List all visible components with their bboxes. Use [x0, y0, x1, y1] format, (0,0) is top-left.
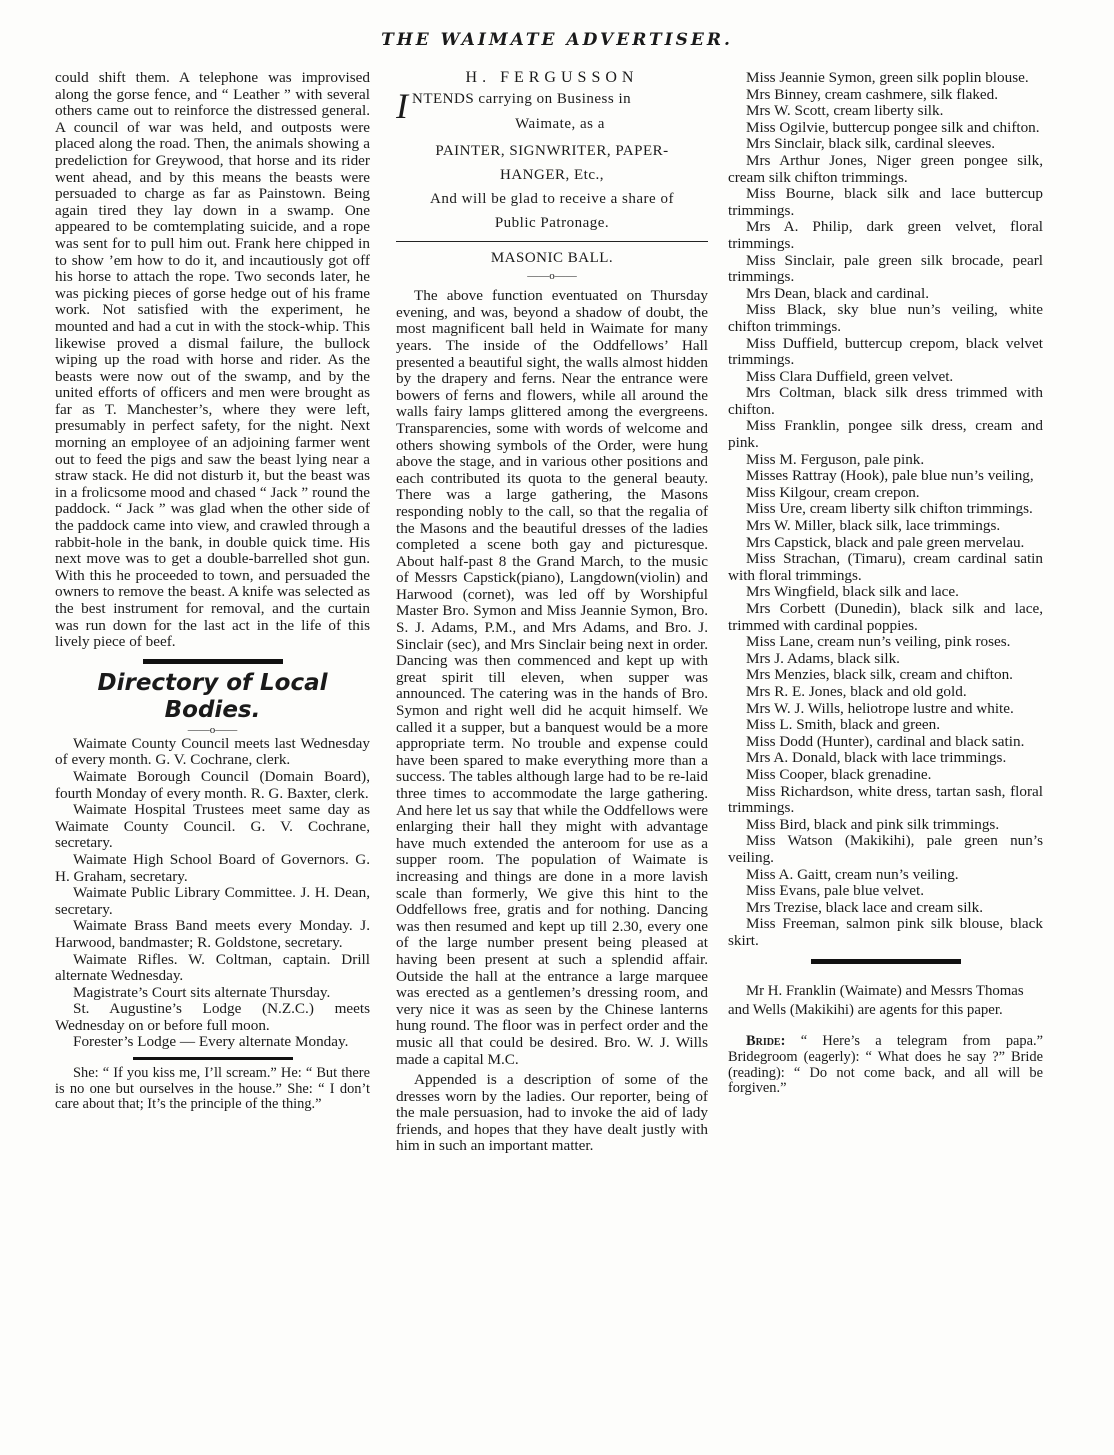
- ad-name: H. FERGUSSON: [465, 69, 639, 86]
- dress-entry: Miss Black, sky blue nun’s veiling, white chifton trimmings.: [728, 301, 1043, 335]
- ad-line-4: And will be glad to receive a share of: [430, 190, 674, 207]
- directory-title: Directory of Local Bodies.: [97, 669, 328, 723]
- joke-rule: [133, 1057, 293, 1060]
- dress-entry: Miss M. Ferguson, pale pink.: [746, 450, 925, 468]
- dress-entry: Mrs Coltman, black silk dress trimmed with chifton.: [728, 384, 1043, 418]
- dress-entry: Miss Kilgour, cream crepon.: [746, 483, 920, 501]
- ad-block: [396, 89, 708, 139]
- dress-entry: Mrs A. Philip, dark green velvet, floral trimmings.: [728, 218, 1043, 252]
- column-middle: [396, 70, 708, 1155]
- agents-notice: Mr H. Franklin (Waimate) and Messrs Thomas and Wells (Makikihi) are agents for this paper.: [728, 983, 1024, 1019]
- kiss-joke: She: “ If you kiss me, I’ll scream.” He: “ But there is no one but ourselves in the house.” She: “ I don’t care about that; It’s the principle of the thing.”: [55, 1065, 370, 1113]
- dress-entry: Mrs W. Miller, black silk, lace trimmings.: [746, 517, 1001, 535]
- column-left: [55, 70, 370, 1113]
- dress-entry: Miss Duffield, buttercup crepom, black velvet trimmings.: [728, 334, 1043, 369]
- ball-report: The above function eventuated on Thursday evening, and was, beyond a shadow of doubt, the most magnificent ball held in Waimate for many years. The inside of the Oddfellows’ Hall presented a beautiful sight, the walls almost hidden by the drapery and ferns. Near the entrance were bowers of ferns and flowers, while all around the walls fairy lamps glittered among the evergreens. Transparencies, some with words of welcome and others showing symbols of the Order, were hung above the stage, and in various other positions and each contributed its quota to the general beauty. There was a large gathering, the Masons responding nobly to the call, so that the regalia of the Masons and the beautiful dresses of the ladies completed a scene both gay and picturesque. About half-past 8 the Grand March, to the music of Messrs Capstick(piano), Langdown(violin) and Harwood (cornet), was led off by Worshipful Master Bro. Symon and Miss Jeannie Symon, Bro. S. J. Adams, P.M., and Mrs Adams, and Bro. J. Sinclair (sec), and Mrs Sinclair being next in order. Dancing was then commenced and kept up with great spirit till eleven, when supper was announced. The catering was in the hands of Bro. Symon and right well did he acquit himself. We called it a supper, but a banquest would be a more appropriate term. No trouble and expense could have been spared to make everything more than a success. The tables although large had to be re-laid three times to accommodate the large gathering. And here let us say that while the Oddfellows were enlarging their hall they might with advantage have much extended the anteroom for use as a supper room. The population of Waimate is increasing and things are done in a more lavish scale than formerly, We give this hint to the Oddfellows free, gratis and for nothing. Dancing was then resumed and kept up till 2.30, every one of the large number present being pleased at having been present at such a splendid affair. Outside the hall at the entrance a large marquee was erected as a gentlemen’s dressing room, and very nice it was as seen by the Chinese lanterns hung round. The floor was in perfect order and the music all that could be desired. Bro. W. J. Wills made a capital M.C.: [396, 287, 708, 1068]
- dress-entry: Mrs W. Scott, cream liberty silk.: [746, 102, 944, 120]
- dresses-list: [728, 70, 1043, 949]
- dress-entry: Miss Clara Duffield, green velvet.: [746, 367, 954, 385]
- dress-entry: Mrs A. Donald, black with lace trimmings.: [746, 749, 1007, 767]
- dress-entry: Miss Ogilvie, buttercup pongee silk and chifton.: [746, 118, 1040, 136]
- directory-item: Waimate County Council meets last Wednesday of every month. G. V. Cochrane, clerk.: [55, 734, 370, 769]
- agents-rule: [811, 959, 961, 964]
- dress-entry: Misses Rattray (Hook), pale blue nun’s veiling,: [746, 467, 1034, 485]
- dress-entry: Mrs Arthur Jones, Niger green pongee silk, cream silk chifton trimmings.: [728, 151, 1043, 186]
- directory-item: Waimate High School Board of Governors. G. H. Graham, secretary.: [55, 850, 370, 885]
- directory-item: Waimate Rifles. W. Coltman, captain. Drill alternate Wednesday.: [55, 950, 370, 985]
- bride-label: Bride:: [746, 1033, 786, 1050]
- ad-line-3: PAINTER, SIGNWRITER, PAPER-HANGER, Etc.,: [435, 142, 669, 183]
- dress-entry: Mrs Corbett (Dunedin), black silk and lace, trimmed with cardinal poppies.: [728, 600, 1043, 634]
- dress-entry: Mrs Trezise, black lace and cream silk.: [746, 898, 984, 916]
- dress-entry: Mrs J. Adams, black silk.: [746, 649, 900, 667]
- directory-list: [55, 736, 370, 1051]
- section-rule: [143, 659, 283, 664]
- dress-entry: Mrs Sinclair, black silk, cardinal sleeves.: [746, 135, 996, 153]
- ad-line-5: Public Patronage.: [494, 214, 610, 231]
- dress-entry: Mrs W. J. Wills, heliotrope lustre and white.: [746, 699, 1014, 717]
- dress-entry: Mrs Dean, black and cardinal.: [746, 284, 930, 302]
- directory-item: Forester’s Lodge — Every alternate Monday.: [73, 1033, 349, 1051]
- dress-entry: Miss Ure, cream liberty silk chifton trimmings.: [746, 500, 1033, 518]
- dress-entry: Miss Cooper, black grenadine.: [746, 765, 932, 783]
- story-continuation: could shift them. A telephone was improvised along the gorse fence, and “ Leather ” with several others came out to reinforce the distressed general. A council of war was held, and outposts were placed along the road. Then, the animals showing a predeliction for Greywood, that horse and its rider went ahead, and by this means the beasts were persuaded to charge as far as Painstown. Being again tired they lay down in a swamp. One appeared to be comtemplating suicide, and a rope was sent for to pull him out. Frank here chipped in to show ’em how to do it, and incautiously got off his horse to attach the rope. Two seconds later, he was picking pieces of gorse hedge out of his frame work. Not satisfied with the experiment, he mounted and had a cut in with the stock-whip. This likewise proved a dismal failure, the bullock wiping up the road with horse and rider. As the beasts were now out of the swamp, and by the united efforts of officers and men were brought as far as T. Manchester’s, where they were left, presumably in perfect safety, for the night. Next morning an employee of an adjoining farmer went out to feed the pigs and saw the beast lying near a straw stack. He did not disturb it, but the beast was in a frolicsome mood and chased “ Jack ” round the paddock. “ Jack ” was glad when the other side of the paddock came into view, and crawled through a rabbit-hole in the bank, in double quick time. His next move was to get a double-barrelled shot gun. With this he proceeded to town, and persuaded the owners to remove the beast. A knife was selected as the best instrument for removal, and the curtain was run down for the last act in the life of this lively piece of beef.: [55, 69, 370, 651]
- ball-separator: ——o——: [527, 270, 577, 283]
- dress-entry: Miss Jeannie Symon, green silk poplin blouse.: [746, 69, 1029, 86]
- ad-line-1: NTENDS carrying on Business in: [412, 90, 632, 107]
- ad-line-2: Waimate, as a: [515, 115, 605, 132]
- bride-joke: [728, 1034, 1043, 1096]
- column-right: [728, 70, 1043, 1097]
- dress-entry: Miss Bourne, black silk and lace buttercup trimmings.: [728, 185, 1043, 219]
- dress-entry: Miss Strachan, (Timaru), cream cardinal satin with floral trimmings.: [728, 550, 1043, 584]
- dresses-intro: Appended is a description of some of the dresses worn by the ladies. Our reporter, being of the male persuasion, had to invoke the aid of lady friends, and hopes that they have dealt justly with him in such an important matter.: [396, 1071, 708, 1155]
- bride-joke-text: “ Here’s a telegram from papa.” Bridegroom (eagerly): “ What does he say ?” Bride (reading): “ Do not come back, and all will be forgiven.”: [728, 1033, 1043, 1097]
- dress-entry: Miss Freeman, salmon pink silk blouse, black skirt.: [728, 915, 1043, 949]
- dress-entry: Miss Richardson, white dress, tartan sash, floral trimmings.: [728, 782, 1043, 817]
- dress-entry: Miss Watson (Makikihi), pale green nun’s veiling.: [728, 832, 1043, 866]
- directory-item: St. Augustine’s Lodge (N.Z.C.) meets Wednesday on or before full moon.: [55, 1000, 370, 1034]
- masthead: THE WAIMATE ADVERTISER.: [381, 30, 733, 50]
- dress-entry: Miss Franklin, pongee silk dress, cream and pink.: [728, 417, 1043, 452]
- dress-entry: Miss Bird, black and pink silk trimmings.: [746, 815, 1000, 833]
- dress-entry: Mrs Binney, cream cashmere, silk flaked.: [746, 85, 999, 103]
- dress-entry: Miss Dodd (Hunter), cardinal and black satin.: [746, 732, 1025, 750]
- directory-item: Waimate Borough Council (Domain Board), fourth Monday of every month. R. G. Baxter, clerk.: [55, 767, 370, 802]
- directory-item: Waimate Brass Band meets every Monday. J. Harwood, bandmaster; R. Goldstone, secretary.: [55, 917, 370, 951]
- ball-title: MASONIC BALL.: [490, 249, 614, 266]
- dress-entry: Miss Lane, cream nun’s veiling, pink roses.: [746, 633, 1011, 651]
- dress-entry: Mrs R. E. Jones, black and old gold.: [746, 682, 967, 700]
- directory-separator: ——o——: [187, 723, 238, 736]
- directory-item: Waimate Public Library Committee. J. H. Dean, secretary.: [55, 884, 370, 918]
- directory-item: Magistrate’s Court sits alternate Thursday.: [73, 983, 331, 1001]
- dress-entry: Mrs Capstick, black and pale green mervelau.: [746, 533, 1025, 551]
- dress-entry: Miss L. Smith, black and green.: [746, 716, 941, 734]
- ad-rule: [396, 241, 708, 242]
- dress-entry: Mrs Menzies, black silk, cream and chifton.: [746, 666, 1013, 684]
- dress-entry: Miss A. Gaitt, cream nun’s veiling.: [746, 865, 959, 883]
- dress-entry: Mrs Wingfield, black silk and lace.: [746, 583, 959, 601]
- ad-dropcap: I: [396, 88, 408, 126]
- dress-entry: Miss Sinclair, pale green silk brocade, pearl trimmings.: [728, 251, 1043, 286]
- dress-entry: Miss Evans, pale blue velvet.: [746, 882, 924, 900]
- directory-item: Waimate Hospital Trustees meet same day as Waimate County Council. G. V. Cochrane, secretary.: [55, 801, 370, 852]
